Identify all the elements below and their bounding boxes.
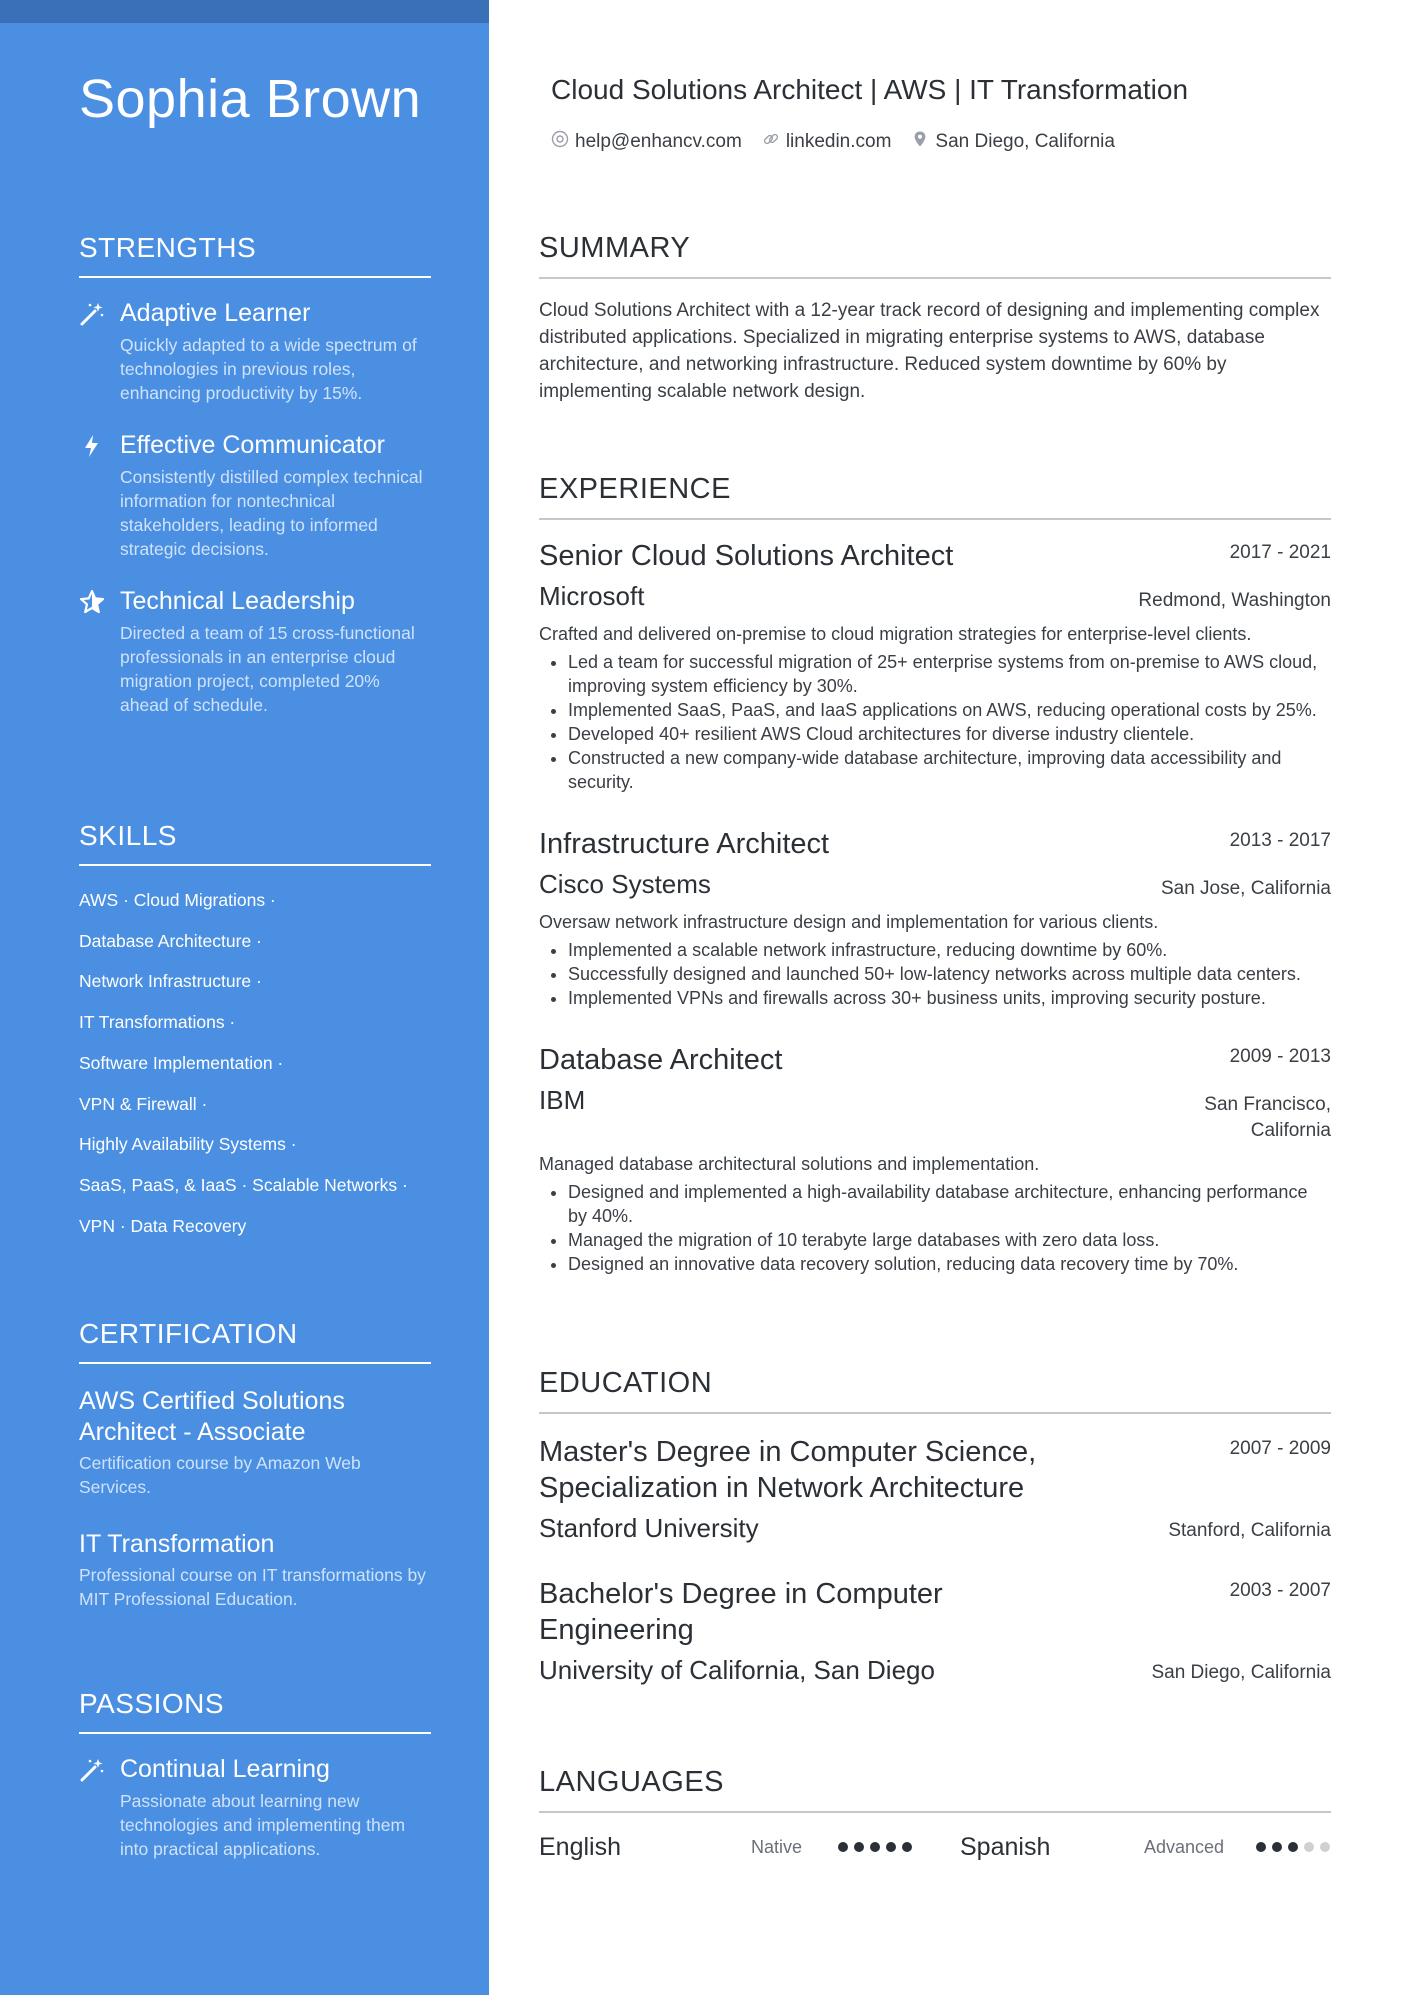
languages-row [539, 1831, 1331, 1863]
proficiency-dot-filled [1288, 1842, 1298, 1852]
job-bullets [539, 650, 1331, 794]
skills-list [79, 880, 431, 1246]
passion-title: Continual Learning [120, 1755, 330, 1783]
job-dates: 2013 - 2017 [1229, 830, 1331, 851]
job-company: Cisco Systems [539, 869, 711, 899]
certification-item [79, 1386, 431, 1499]
education-degree: Master's Degree in Computer Science, Specialization in Network Architecture [539, 1436, 1037, 1504]
job-entry [539, 538, 1331, 794]
experience-heading: EXPERIENCE [539, 473, 1331, 520]
skills-section [79, 820, 431, 1246]
job-company: Microsoft [539, 581, 645, 611]
headline: Cloud Solutions Architect | AWS | IT Transformation [551, 74, 1189, 105]
job-bullets [539, 1180, 1331, 1276]
job-intro: Oversaw network infrastructure design and implementation for various clients. [539, 912, 1159, 932]
job-intro: Crafted and delivered on-premise to cloud migration strategies for enterprise-level clients. [539, 624, 1252, 644]
job-bullet: • Constructed a new company-wide database architecture, improving data accessibility and security. [568, 746, 1331, 794]
job-bullet: • Managed the migration of 10 terabyte large databases with zero data loss. [568, 1228, 1331, 1252]
skill-line: Software Implementation · [79, 1052, 284, 1073]
location-pin-icon [911, 130, 929, 154]
strength-title: Effective Communicator [120, 431, 385, 459]
skill-line: SaaS, PaaS, & IaaS · Scalable Networks · [79, 1174, 408, 1195]
certification-title: IT Transformation [79, 1530, 275, 1558]
strength-desc: Directed a team of 15 cross-functional professionals in an enterprise cloud migration project, completed 20% ahead of schedule. [120, 623, 415, 715]
language-proficiency-dots [1256, 1842, 1330, 1852]
language-level: Advanced [1144, 1836, 1225, 1857]
email-contact[interactable] [551, 130, 742, 154]
at-icon [551, 130, 569, 154]
education-dates: 2007 - 2009 [1229, 1438, 1331, 1459]
languages-section [539, 1766, 1331, 1863]
skill-line: Highly Availability Systems · [79, 1134, 297, 1155]
summary-heading: SUMMARY [539, 232, 1331, 279]
job-bullets [539, 938, 1331, 1010]
certification-title: AWS Certified Solutions Architect - Associate [79, 1387, 345, 1446]
linkedin-text[interactable]: linkedin.com [785, 131, 892, 152]
certification-heading: CERTIFICATION [79, 1318, 431, 1364]
job-location-line: California [1250, 1120, 1331, 1141]
job-bullet: • Implemented SaaS, PaaS, and IaaS applications on AWS, reducing operational costs by 25%. [568, 698, 1331, 722]
education-location: Stanford, California [1168, 1520, 1331, 1541]
skill-line: IT Transformations · [79, 1012, 236, 1033]
language-level: Native [751, 1836, 803, 1857]
languages-heading: LANGUAGES [539, 1766, 1331, 1813]
strength-desc: Consistently distilled complex technical information for nontechnical stakeholders, leading to informed strategic decisions. [120, 467, 423, 559]
strength-desc: Quickly adapted to a wide spectrum of technologies in previous roles, enhancing productivity by 15%. [120, 335, 417, 403]
job-location: San Jose, California [1160, 878, 1331, 899]
magic-wand-icon [79, 1757, 105, 1783]
proficiency-dot-filled [1272, 1842, 1282, 1852]
skill-line: VPN · Data Recovery [79, 1215, 247, 1236]
education-entry [539, 1434, 1331, 1544]
location-contact [911, 130, 1115, 154]
strengths-heading: STRENGTHS [79, 232, 431, 278]
proficiency-dot-empty [1304, 1842, 1314, 1852]
job-location-line: San Francisco, [1204, 1094, 1331, 1115]
strength-item [79, 430, 431, 561]
lightning-icon [79, 433, 105, 459]
job-bullet: • Designed an innovative data recovery solution, reducing data recovery time by 70%. [568, 1252, 1331, 1276]
certification-desc: Certification course by Amazon Web Services. [79, 1453, 361, 1497]
language-proficiency-dots [838, 1842, 960, 1852]
education-location: San Diego, California [1151, 1662, 1331, 1683]
job-bullet: • Successfully designed and launched 50+ low-latency networks across multiple data centers. [568, 962, 1331, 986]
job-dates: 2009 - 2013 [1229, 1046, 1331, 1067]
job-company: IBM [539, 1085, 586, 1115]
language-name: English [539, 1832, 621, 1861]
passion-desc: Passionate about learning new technologies and implementing them into practical applications. [120, 1791, 406, 1859]
education-section [539, 1367, 1331, 1686]
contact-bar [551, 130, 1115, 154]
proficiency-dot-empty [1320, 1842, 1330, 1852]
job-location: Redmond, Washington [1138, 590, 1331, 611]
job-role: Infrastructure Architect [539, 828, 830, 860]
candidate-name: Sophia Brown [79, 69, 422, 129]
education-entry [539, 1576, 1331, 1686]
education-degree: Bachelor's Degree in Computer Engineering [539, 1578, 943, 1646]
job-role: Senior Cloud Solutions Architect [539, 540, 954, 572]
proficiency-dot-filled [1256, 1842, 1266, 1852]
skill-line: Database Architecture · [79, 930, 262, 951]
certification-item [79, 1529, 431, 1611]
education-school: Stanford University [539, 1513, 759, 1543]
link-icon [762, 130, 780, 154]
strengths-section [79, 232, 431, 717]
job-intro: Managed database architectural solutions and implementation. [539, 1154, 1040, 1174]
job-location [1204, 1092, 1331, 1144]
passion-item [79, 1754, 431, 1861]
skill-line: Network Infrastructure · [79, 971, 262, 992]
job-entry [539, 826, 1331, 1010]
job-entry [539, 1042, 1331, 1276]
job-role: Database Architect [539, 1044, 783, 1076]
job-bullet: • Designed and implemented a high-availability database architecture, enhancing performance by 40%. [568, 1180, 1331, 1228]
skill-line: VPN & Firewall · [79, 1093, 208, 1114]
proficiency-dot-filled [870, 1842, 880, 1852]
passions-section [79, 1688, 431, 1861]
certification-section [79, 1318, 431, 1611]
job-bullet: • Implemented a scalable network infrastructure, reducing downtime by 60%. [568, 938, 1331, 962]
strength-item [79, 298, 431, 405]
star-icon [79, 589, 105, 615]
strength-title: Technical Leadership [120, 587, 355, 615]
sidebar-top-bar [0, 0, 489, 23]
proficiency-dot-filled [854, 1842, 864, 1852]
strength-item [79, 586, 431, 717]
job-dates: 2017 - 2021 [1229, 542, 1331, 563]
certification-desc: Professional course on IT transformations by MIT Professional Education. [79, 1565, 426, 1609]
location-text: San Diego, California [935, 131, 1115, 152]
education-dates: 2003 - 2007 [1229, 1580, 1331, 1601]
skill-line: AWS · Cloud Migrations · [79, 890, 276, 910]
sidebar [0, 0, 489, 1995]
proficiency-dot-filled [838, 1842, 848, 1852]
job-bullet: • Implemented VPNs and firewalls across 30+ business units, improving security posture. [568, 986, 1331, 1010]
language-name: Spanish [960, 1832, 1051, 1861]
proficiency-dot-filled [902, 1842, 912, 1852]
email-text[interactable]: help@enhancv.com [575, 131, 742, 152]
summary-section [539, 232, 1331, 405]
job-bullet: • Led a team for successful migration of 25+ enterprise systems from on-premise to AWS cloud, improving system efficiency by 30%. [568, 650, 1331, 698]
summary-text: Cloud Solutions Architect with a 12-year track record of designing and implementing complex distributed applications. Specialized in migrating enterprise systems to AWS, database architecture, and networking infrastructure. Reduced system downtime by 60% by implementing scalable network design. [539, 300, 1320, 402]
skills-heading: SKILLS [79, 820, 431, 866]
proficiency-dot-filled [886, 1842, 896, 1852]
passions-heading: PASSIONS [79, 1688, 431, 1734]
magic-wand-icon [79, 301, 105, 327]
education-heading: EDUCATION [539, 1367, 1331, 1414]
linkedin-contact[interactable] [762, 130, 892, 154]
strength-title: Adaptive Learner [120, 299, 311, 327]
education-school: University of California, San Diego [539, 1655, 935, 1685]
experience-section [539, 473, 1331, 1276]
job-bullet: • Developed 40+ resilient AWS Cloud architectures for diverse industry clientele. [568, 722, 1331, 746]
